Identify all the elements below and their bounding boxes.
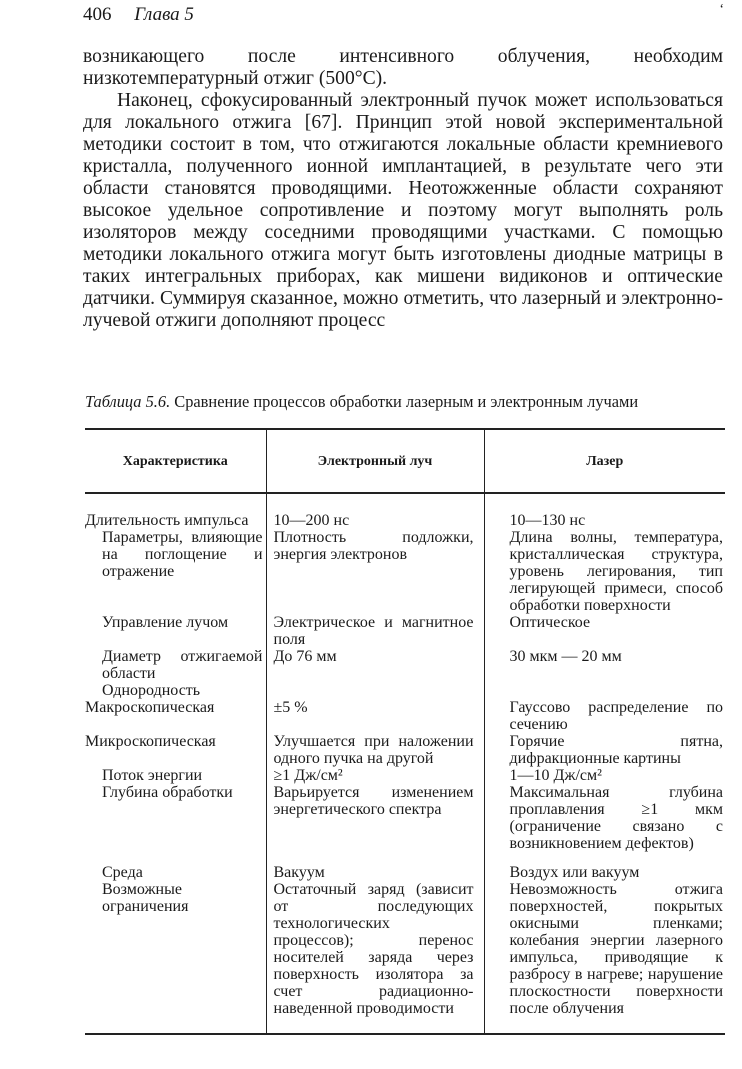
row-electron-beam: Плотность подложки, энергия электронов	[266, 529, 484, 614]
table-row	[85, 682, 725, 699]
row-electron-beam: Улучшается при наложении одного пучка на другой	[266, 733, 484, 767]
table-row	[85, 733, 725, 767]
chapter-title: Глава 5	[134, 4, 194, 25]
table-row	[85, 699, 725, 733]
row-characteristic: Однородность	[102, 682, 201, 699]
table-row	[85, 493, 725, 529]
body-text	[83, 46, 723, 332]
table-caption-text: Сравнение процессов обработки лазерным и электронным лучами	[174, 392, 639, 411]
header-laser: Лазер	[586, 453, 624, 469]
row-electron-beam: Электрическое и магнитное поля	[266, 614, 484, 648]
row-characteristic: Диаметр отжигаемой области	[102, 648, 263, 682]
row-laser: Невозможность отжига поверхностей, покрытых окисными пленками; колебания энергии лазерного импульса, приводящие к разбросу в нагреве; нарушение плоскостности поверхности после облучения	[509, 881, 723, 1017]
table-caption	[85, 392, 725, 412]
row-laser: 10—130 нс	[509, 512, 586, 529]
row-laser	[484, 682, 725, 699]
row-laser: Горячие пятна, дифракционные картины	[509, 733, 723, 767]
row-characteristic: Длительность импульса	[85, 512, 249, 529]
row-characteristic: Микроскопическая	[85, 733, 216, 750]
row-laser: Максимальная глубина проплавления ≥1 мкм (ограничение связано с возникновением дефектов)	[509, 784, 723, 852]
header-characteristic: Характеристика	[122, 453, 228, 469]
page-header	[83, 4, 194, 26]
table-row	[85, 784, 725, 864]
table-row	[85, 648, 725, 682]
table-row	[85, 881, 725, 1034]
row-electron-beam: 10—200 нс	[266, 493, 484, 529]
row-laser: Воздух или вакуум	[509, 864, 640, 881]
page-number: 406	[83, 4, 112, 25]
row-electron-beam: До 76 мм	[266, 648, 484, 682]
row-laser: Гауссово распределение по сечению	[509, 699, 723, 733]
row-electron-beam: ±5 %	[266, 699, 484, 733]
row-laser: 30 мкм — 20 мм	[509, 648, 622, 665]
row-characteristic: Возможные ограничения	[102, 881, 189, 915]
table-row	[85, 767, 725, 784]
row-laser: 1—10 Дж/см²	[509, 767, 602, 784]
comparison-table	[85, 428, 725, 1035]
row-characteristic: Поток энергии	[102, 767, 203, 784]
paragraph-continuation: возникающего после интенсивного облучения, необходим низкотемпературный отжиг (500°С).	[83, 46, 723, 89]
corner-mark: ʻ	[719, 2, 724, 17]
table-header-row	[85, 429, 725, 493]
row-electron-beam: Остаточный заряд (зависит от последующих технологических процессов); перенос носителей заряда через поверхность изолятора за счет радиационно-наведенной проводимости	[266, 881, 484, 1034]
row-electron-beam: Вакуум	[266, 864, 484, 881]
row-electron-beam: Варьируется изменением энергетического спектра	[266, 784, 484, 864]
row-laser: Оптическое	[509, 614, 591, 631]
row-characteristic: Среда	[102, 864, 143, 881]
row-characteristic: Управление лучом	[102, 614, 229, 631]
table-caption-label: Таблица 5.6.	[85, 392, 171, 411]
paragraph-local-annealing: Наконец, сфокусированный электронный пучок может использоваться для локального отжига [67]. Принцип этой новой экспериментальной методики состоит в том, что отжигаются локальные области кремниевого кристалла, полученного ионной имплантацией, в результате чего эти области становятся проводящими. Неотожженные области сохраняют высокое удельное сопротивление и поэтому могут выполнять роль изоляторов между соседними проводящими участками. С помощью методики локального отжига могут быть изготовлены диодные матрицы в таких интегральных приборах, как мишени видиконов и оптические датчики. Суммируя сказанное, можно отметить, что лазерный и электронно-лучевой отжиги дополняют процесс	[83, 90, 723, 331]
row-electron-beam	[266, 682, 484, 699]
header-electron-beam: Электронный луч	[266, 429, 484, 493]
table-row	[85, 529, 725, 614]
row-electron-beam: ≥1 Дж/см²	[266, 767, 484, 784]
row-laser: Длина волны, температура, кристаллическая структура, уровень легирования, тип легирующей примеси, способ обработки поверхности	[509, 529, 723, 614]
table-row	[85, 614, 725, 648]
row-characteristic: Глубина обработки	[102, 784, 233, 801]
row-characteristic: Макроскопическая	[85, 699, 215, 716]
table-row	[85, 864, 725, 881]
row-characteristic: Параметры, влияющие на поглощение и отражение	[102, 529, 263, 580]
